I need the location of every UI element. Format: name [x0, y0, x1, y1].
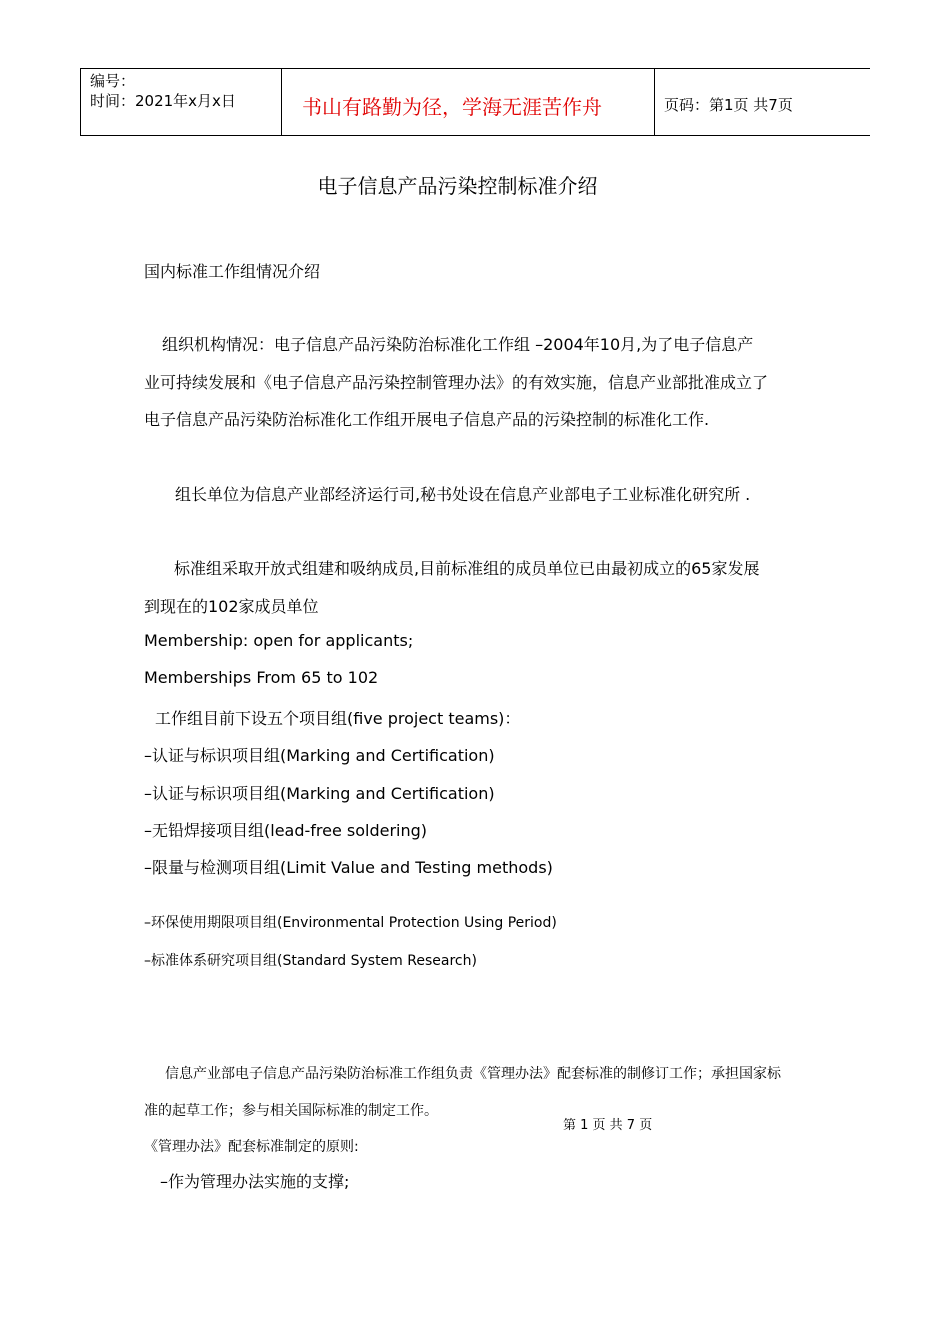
list-item: –标准体系研究项目组(Standard System Research) — [144, 953, 477, 969]
document-title: 电子信息产品污染控制标准介绍 — [317, 174, 598, 198]
paragraph-line: 到现在的102家成员单位 — [144, 597, 319, 616]
paragraph-line: 电子信息产品污染防治标准化工作组开展电子信息产品的污染控制的标准化工作. — [144, 410, 710, 429]
paragraph-line: 组织机构情况：电子信息产品污染防治标准化工作组 –2004年10月,为了电子信息产 — [162, 335, 754, 354]
motto-text: 书山有路勤为径，学海无涯苦作舟 — [302, 95, 602, 119]
paragraph-line: 信息产业部电子信息产品污染防治标准工作组负责《管理办法》配套标准的制修订工作；承担国家标 — [165, 1066, 781, 1082]
footer-page-number: 第 1 页 共 7 页 — [563, 1118, 653, 1133]
section-heading: 国内标准工作组情况介绍 — [144, 262, 321, 281]
list-item: –认证与标识项目组(Marking and Certification) — [144, 746, 495, 765]
paragraph-line: 组长单位为信息产业部经济运行司,秘书处设在信息产业部电子工业标准化研究所 . — [175, 485, 751, 504]
paragraph-line: Membership: open for applicants; — [144, 631, 414, 650]
list-item: –环保使用期限项目组(Environmental Protection Using Period) — [144, 915, 557, 931]
header-table — [80, 68, 870, 136]
paragraph-line: 业可持续发展和《电子信息产品污染控制管理办法》的有效实施，信息产业部批准成立了 — [144, 373, 769, 392]
number-label: 编号： — [90, 72, 136, 90]
time-label: 时间：2021年x月x日 — [90, 92, 236, 110]
header-motto-cell — [282, 69, 655, 135]
paragraph-line: 工作组目前下设五个项目组(five project teams)： — [155, 709, 521, 728]
paragraph-line: 标准组采取开放式组建和吸纳成员,目前标准组的成员单位已由最初成立的65家发展 — [174, 559, 760, 578]
paragraph-line: Memberships From 65 to 102 — [144, 668, 379, 687]
header-page-cell — [655, 69, 870, 135]
list-item: –无铅焊接项目组(lead-free soldering) — [144, 821, 428, 840]
list-item: –限量与检测项目组(Limit Value and Testing methods) — [144, 858, 553, 877]
header-meta-cell — [81, 69, 282, 135]
list-item: –作为管理办法实施的支撑; — [160, 1172, 350, 1191]
paragraph-line: 《管理办法》配套标准制定的原则: — [144, 1139, 359, 1155]
list-item: –认证与标识项目组(Marking and Certification) — [144, 784, 495, 803]
page-info: 页码：第1页 共7页 — [664, 96, 793, 114]
paragraph-line: 准的起草工作；参与相关国际标准的制定工作。 — [144, 1103, 438, 1119]
